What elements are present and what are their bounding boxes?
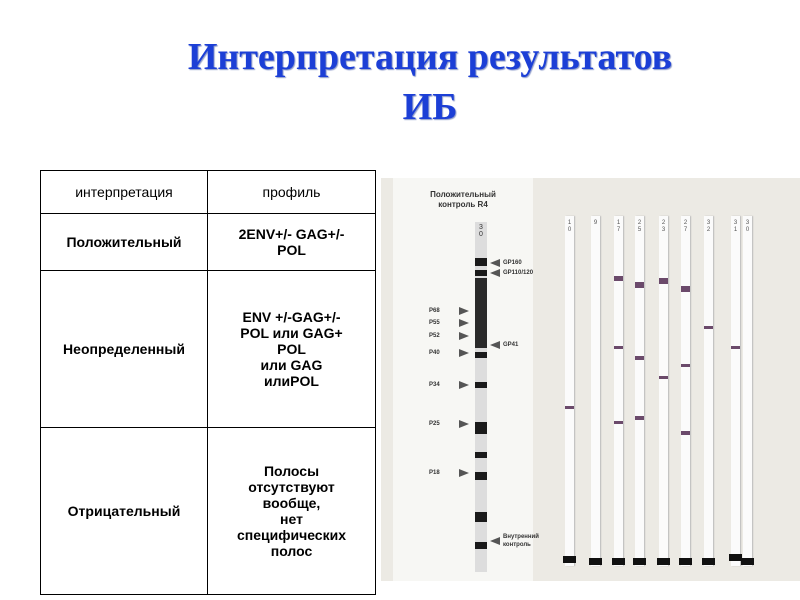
strip-number: 2 7 bbox=[683, 220, 688, 233]
strip-number: 1 0 bbox=[567, 220, 572, 233]
arrow-left-icon bbox=[490, 269, 500, 277]
arrow-left-icon bbox=[490, 537, 500, 545]
row-label-positive: Положительный bbox=[41, 214, 208, 271]
test-strip bbox=[635, 216, 644, 566]
band bbox=[475, 258, 487, 266]
arrow-right-icon bbox=[459, 349, 469, 357]
band bbox=[475, 278, 487, 348]
band bbox=[565, 406, 574, 409]
strip-number: 2 3 bbox=[661, 220, 666, 233]
control-band bbox=[633, 558, 646, 565]
band bbox=[635, 356, 644, 360]
row-label-indeterminate: Неопределенный bbox=[41, 271, 208, 428]
band bbox=[475, 382, 487, 388]
reference-strip bbox=[475, 222, 487, 572]
control-band bbox=[589, 558, 602, 565]
strip-number: 1 7 bbox=[616, 220, 621, 233]
row-label-negative: Отрицательный bbox=[41, 428, 208, 595]
arrow-left-icon bbox=[490, 259, 500, 267]
strip-number: 3 2 bbox=[706, 220, 711, 233]
control-band bbox=[563, 556, 576, 563]
control-band bbox=[612, 558, 625, 565]
band bbox=[475, 270, 487, 276]
test-strip bbox=[704, 216, 713, 566]
band bbox=[475, 542, 487, 549]
test-strip bbox=[681, 216, 690, 566]
header-profile: профиль bbox=[208, 171, 376, 214]
band bbox=[659, 376, 668, 379]
control-band bbox=[702, 558, 715, 565]
control-band bbox=[679, 558, 692, 565]
band bbox=[681, 431, 690, 435]
label-p18: P18 bbox=[429, 470, 440, 476]
page-title-line-2: ИБ bbox=[402, 86, 458, 128]
band bbox=[475, 352, 487, 358]
label-gp41: GP41 bbox=[503, 342, 519, 348]
table-row bbox=[41, 271, 376, 428]
band bbox=[681, 286, 690, 292]
arrow-right-icon bbox=[459, 307, 469, 315]
table-header-row bbox=[41, 171, 376, 214]
arrow-right-icon bbox=[459, 420, 469, 428]
arrow-right-icon bbox=[459, 332, 469, 340]
band bbox=[475, 422, 487, 434]
test-strip bbox=[743, 216, 752, 566]
label-p34: P34 bbox=[429, 382, 440, 388]
control-band bbox=[657, 558, 670, 565]
band bbox=[704, 326, 713, 329]
test-strip bbox=[731, 216, 740, 566]
positive-control-card bbox=[393, 178, 539, 581]
band bbox=[614, 346, 623, 349]
arrow-right-icon bbox=[459, 381, 469, 389]
band bbox=[731, 346, 740, 349]
header-interpretation: интерпретация bbox=[41, 171, 208, 214]
control-card-title: Положительный контроль R4 bbox=[430, 190, 496, 209]
label-p52: P52 bbox=[429, 333, 440, 339]
band bbox=[659, 278, 668, 284]
test-strip bbox=[591, 216, 600, 566]
arrow-right-icon bbox=[459, 319, 469, 327]
table-row bbox=[41, 214, 376, 271]
label-p55: P55 bbox=[429, 320, 440, 326]
label-gp110-120: GP110/120 bbox=[503, 270, 534, 276]
page-title: Интерпретация результатов bbox=[187, 36, 673, 78]
strip-number: 9 bbox=[593, 220, 598, 226]
row-profile-positive: 2ENV+/- GAG+/- POL bbox=[208, 214, 376, 271]
arrow-right-icon bbox=[459, 469, 469, 477]
control-band bbox=[741, 558, 754, 565]
band bbox=[635, 416, 644, 420]
row-profile-indeterminate: ENV +/-GAG+/- POL или GAG+ POL или GAG илиPOL bbox=[208, 271, 376, 428]
arrow-left-icon bbox=[490, 341, 500, 349]
immunoblot-photo bbox=[381, 178, 800, 581]
band bbox=[475, 512, 487, 522]
test-strip bbox=[659, 216, 668, 566]
label-internal-control: Внутренний контроль bbox=[503, 534, 539, 548]
strip-number: 2 5 bbox=[637, 220, 642, 233]
label-p40: P40 bbox=[429, 350, 440, 356]
band bbox=[681, 364, 690, 367]
row-profile-negative: Полосы отсутствуют вообще, нет специфических полос bbox=[208, 428, 376, 595]
table-row bbox=[41, 428, 376, 595]
label-p25: P25 bbox=[429, 421, 440, 427]
reference-strip-number: 3 0 bbox=[479, 224, 483, 238]
test-strip bbox=[565, 216, 574, 566]
label-gp160: GP160 bbox=[503, 260, 522, 266]
interpretation-table bbox=[40, 170, 376, 595]
band bbox=[614, 276, 623, 281]
strip-number: 3 0 bbox=[745, 220, 750, 233]
band bbox=[635, 282, 644, 288]
strip-number: 3 1 bbox=[733, 220, 738, 233]
test-strip bbox=[614, 216, 623, 566]
band bbox=[475, 452, 487, 458]
band bbox=[475, 472, 487, 480]
label-p68: P68 bbox=[429, 308, 440, 314]
band bbox=[614, 421, 623, 424]
